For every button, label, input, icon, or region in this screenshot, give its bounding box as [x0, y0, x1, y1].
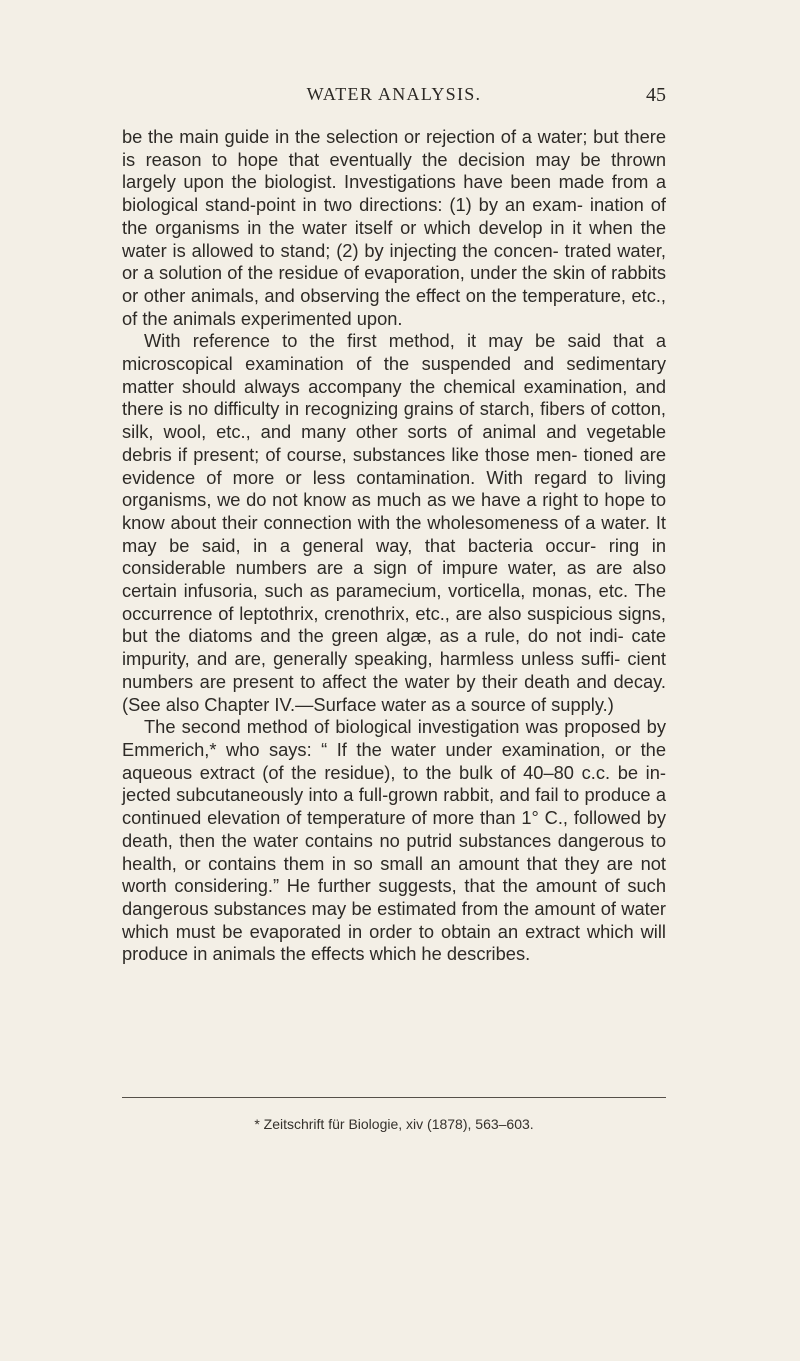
paragraph-1: be the main guide in the selection or rejection of a water; but there is reason to hope that eventually the decision may be thrown largely upon the biologist. Investigations have been made from a biological stand-point in two directions: (1) by an exam- ination of the organisms in the water itself or which develop in it when the water is allowed to stand; (2) by injecting the concen- trated water, or a solution of the residue of evaporation, under the skin of rabbits or other animals, and observing the effect on the temperature, etc., of the animals experimented upon.	[122, 126, 666, 329]
footnote: * Zeitschrift für Biologie, xiv (1878), 563–603.	[254, 1116, 534, 1132]
footnote-divider	[122, 1097, 666, 1098]
paragraph-2: With reference to the first method, it may be said that a microscopical examination of the suspended and sedimentary matter should always accompany the chemical examination, and there is no difficulty in recognizing grains of starch, fibers of cotton, silk, wool, etc., and many other sorts of animal and vegetable debris if present; of course, substances like those men- tioned are evidence of more or less contamination. With regard to living organisms, we do not know as much as we have a right to hope to know about their connection with the wholesomeness of a water. It may be said, in a general way, that bacteria occur- ring in considerable numbers are a sign of impure water, as are also certain infusoria, such as paramecium, vorticella, monas, etc. The occurrence of leptothrix, crenothrix, etc., are also suspicious signs, but the diatoms and the green algæ, as a rule, do not indi- cate impurity, and are, generally speaking, harmless unless suffi- cient numbers are present to affect the water by their death and decay. (See also Chapter IV.—Surface water as a source of supply.)	[122, 330, 666, 715]
paragraph-3: The second method of biological investigation was proposed by Emmerich,* who says: “ If the water under examination, or the aqueous extract (of the residue), to the bulk of 40–80 c.c. be in- jected subcutaneously into a full-grown rabbit, and fail to produce a continued elevation of temperature of more than 1° C., followed by death, then the water contains no putrid substances dangerous to health, or contains them in so small an amount that they are not worth considering.” He further suggests, that the amount of such dangerous substances may be estimated from the amount of water which must be evaporated in order to obtain an extract which will produce in animals the effects which he describes.	[122, 716, 666, 965]
body-text	[122, 126, 666, 966]
running-title: WATER ANALYSIS.	[306, 84, 482, 104]
page-number: 45	[646, 84, 666, 106]
running-head	[122, 82, 666, 106]
